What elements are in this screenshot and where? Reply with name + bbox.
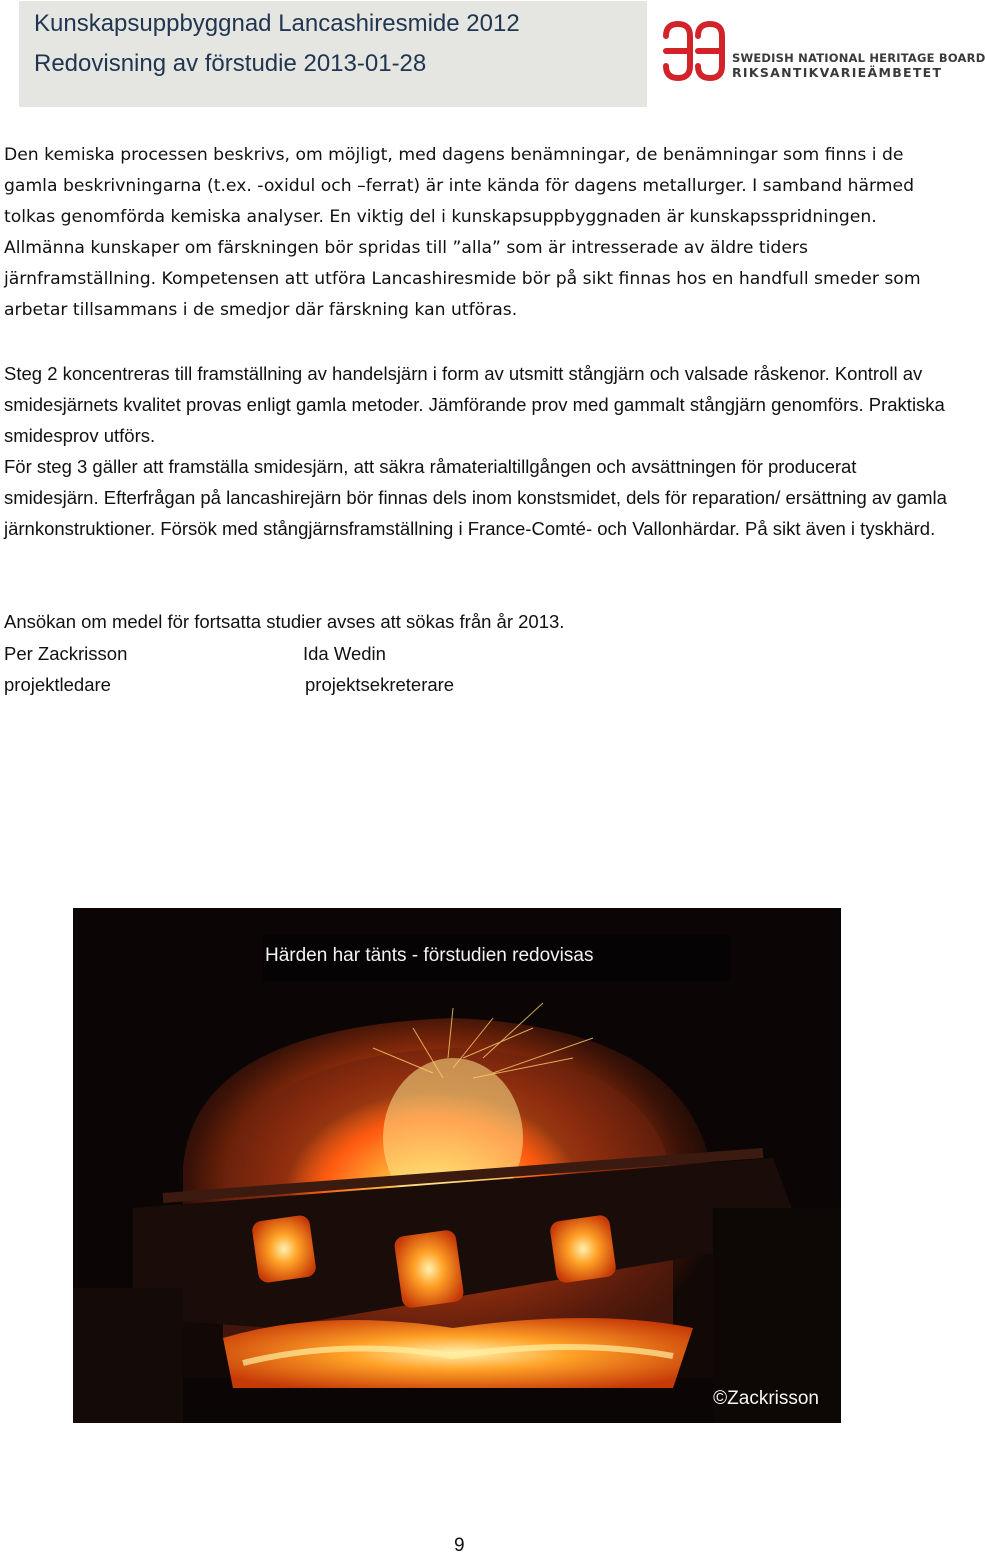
body-paragraph-4: Ansökan om medel för fortsatta studier avses att sökas från år 2013. [4,611,565,632]
forge-fire-image [73,908,841,1423]
heritage-board-logo [660,18,985,84]
document-subtitle: Redovisning av förstudie 2013-01-28 [34,50,427,77]
photo-caption: Härden har tänts - förstudien redovisas [265,945,594,966]
photo-copyright: ©Zackrisson [713,1388,819,1409]
page-number: 9 [454,1535,465,1556]
signature-role-1: projektledare [4,674,111,695]
logo-text-swedish: RIKSANTIKVARIEÄMBETET [732,65,943,80]
signature-role-2: projektsekreterare [305,674,455,695]
heritage-board-logo-icon [660,18,728,84]
signature-name-1: Per Zackrisson [4,643,128,664]
logo-text-english: SWEDISH NATIONAL HERITAGE BOARD [732,51,985,65]
forge-photo [73,908,841,1423]
document-title: Kunskapsuppbyggnad Lancashiresmide 2012 [34,10,520,37]
body-paragraph-3: För steg 3 gäller att framställa smidesjärn, att säkra råmaterialtillgången och avsättningen för producerat smidesjärn. Efterfrågan på lancashirejärn bör finnas dels inom konstsmidet, dels för reparation/ ersättning av gamla järnkonstruktioner. Försök med stångjärnsframställning i France-Comté- och Vallonhärdar. På sikt även i tyskhärd. [4,456,947,539]
body-paragraph-2: Steg 2 koncentreras till framställning av handelsjärn i form av utsmitt stångjärn och valsade råskenor. Kontroll av smidesjärnets kvalitet provas enligt gamla metoder. Jämförande prov med gammalt stångjärn genomförs. Praktiska smidesprov utförs. [4,363,945,446]
body-paragraph-1: Den kemiska processen beskrivs, om möjligt, med dagens benämningar, de benämningar som finns i de gamla beskrivningarna (t.ex. -oxidul och –ferrat) är inte kända för dagens metallurger. I samband härmed tolkas genomförda kemiska analyser. En viktig del i kunskapsuppbyggnaden är kunskapsspridningen. Allmänna kunskaper om färskningen bör spridas till ”alla” som är intresserade av äldre tiders järnframställning. Kompetensen att utföra Lancashiresmide bör på sikt finnas hos en handfull smeder som arbetar tillsammans i de smedjor där färskning kan utföras. [4,145,921,320]
signature-name-2: Ida Wedin [303,643,386,664]
